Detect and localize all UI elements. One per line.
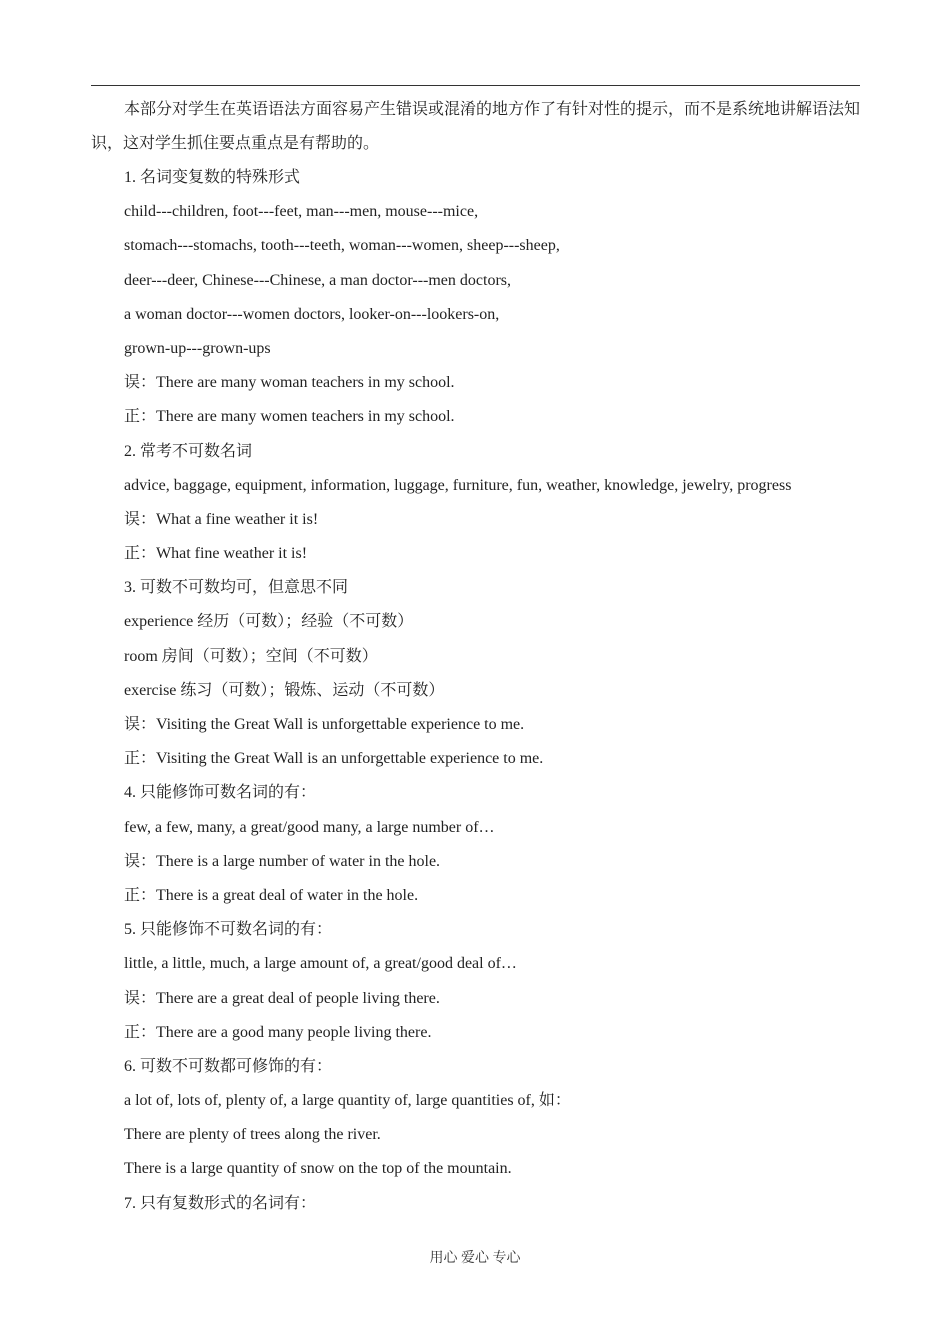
text-line: 误：What a fine weather it is! xyxy=(124,510,319,528)
text-line: 1. 名词变复数的特殊形式 xyxy=(124,169,301,186)
text-line: 2. 常考不可数名词 xyxy=(124,442,253,460)
text-line: stomach---stomachs, tooth---teeth, woman---women, sheep---sheep, xyxy=(124,237,560,255)
text-line: grown-up---grown-ups xyxy=(124,339,271,357)
text-line: room 房间（可数）；空间（不可数） xyxy=(124,647,378,665)
page-footer: 用心 爱心 专心 xyxy=(429,1251,521,1266)
text-line: There are plenty of trees along the river. xyxy=(124,1126,381,1144)
text-line: 误：There are a great deal of people living there. xyxy=(124,989,440,1007)
intro-paragraph: 本部分对学生在英语语法方面容易产生错误或混淆的地方作了有针对性的提示，而不是系统地讲解语法知识，这对学生抓住要点重点是有帮助的。 xyxy=(91,101,861,152)
text-line: little, a little, much, a large amount of, a great/good deal of… xyxy=(124,955,517,973)
text-line: advice, baggage, equipment, information, luggage, furniture, fun, weather, knowledge, jewelry, progress xyxy=(124,476,792,494)
text-line: 正：Visiting the Great Wall is an unforgettable experience to me. xyxy=(124,750,544,768)
text-line: a lot of, lots of, plenty of, a large quantity of, large quantities of, 如： xyxy=(124,1092,571,1110)
text-line: There is a large quantity of snow on the top of the mountain. xyxy=(124,1160,512,1178)
text-line: 正：There are many women teachers in my school. xyxy=(124,408,455,426)
text-line: 3. 可数不可数均可，但意思不同 xyxy=(124,579,349,597)
content-lines xyxy=(91,161,860,1221)
text-line: 6. 可数不可数都可修饰的有： xyxy=(124,1057,333,1075)
header-rule xyxy=(91,85,860,86)
text-line: 正：What fine weather it is! xyxy=(124,545,308,563)
text-line: deer---deer, Chinese---Chinese, a man doctor---men doctors, xyxy=(124,271,511,289)
text-line: 4. 只能修饰可数名词的有： xyxy=(124,784,317,802)
text-line: 误：Visiting the Great Wall is unforgettable experience to me. xyxy=(124,716,525,733)
text-line: 误：There is a large number of water in the hole. xyxy=(124,852,441,870)
text-line: exercise 练习（可数）；锻炼、运动（不可数） xyxy=(124,681,445,699)
text-line: experience 经历（可数）；经验（不可数） xyxy=(124,613,414,631)
text-line: 7. 只有复数形式的名词有： xyxy=(124,1194,317,1212)
text-line: 正：There is a great deal of water in the hole. xyxy=(124,886,419,904)
text-line: a woman doctor---women doctors, looker-on---lookers-on, xyxy=(124,305,500,323)
text-line: 正：There are a good many people living there. xyxy=(124,1023,432,1041)
text-line: 误：There are many woman teachers in my school. xyxy=(124,374,455,392)
text-line: child---children, foot---feet, man---men, mouse---mice, xyxy=(124,203,479,221)
text-line: 5. 只能修饰不可数名词的有： xyxy=(124,921,333,939)
text-line: few, a few, many, a great/good many, a large number of… xyxy=(124,818,495,836)
document-body xyxy=(91,93,860,1221)
